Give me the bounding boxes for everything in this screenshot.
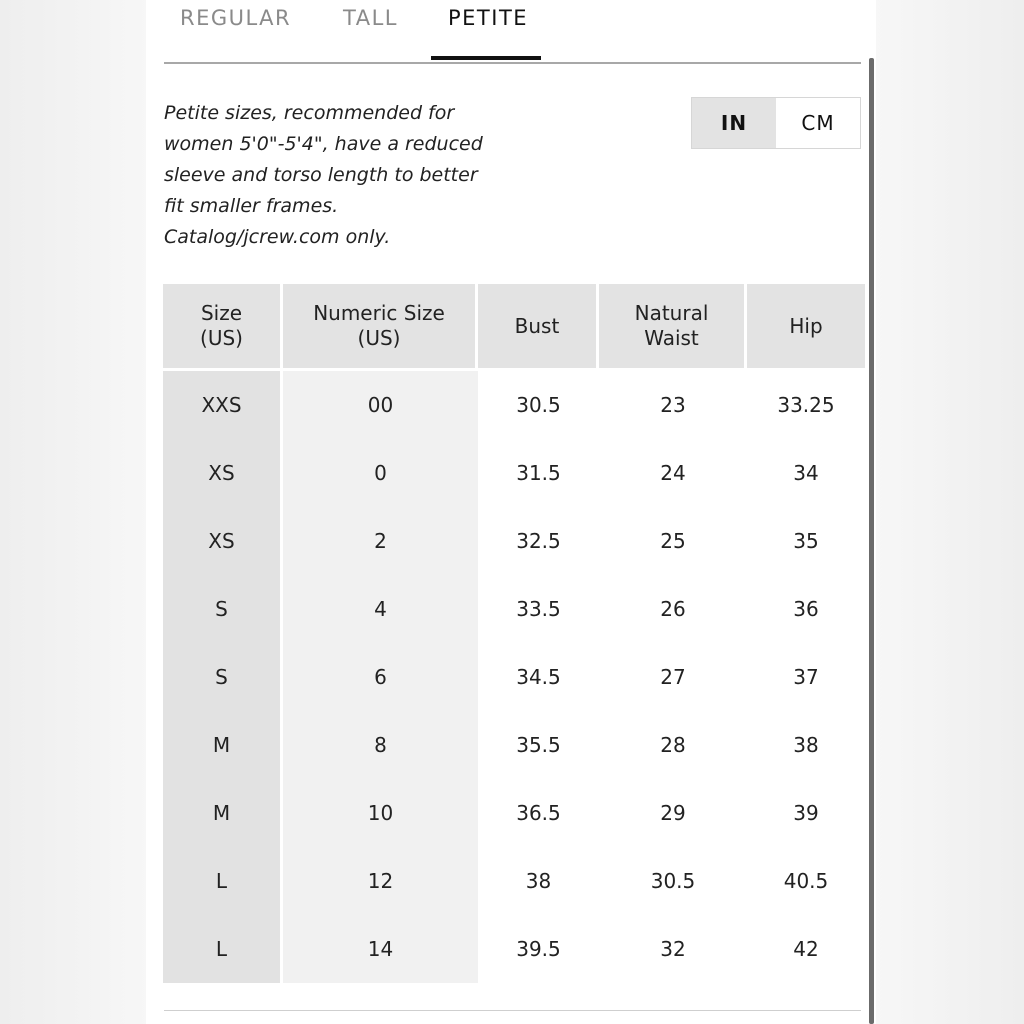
description-line: women 5'0"-5'4", have a reduced [164, 133, 483, 155]
cell-numeric-size: 10 [283, 779, 478, 847]
cell-size: S [163, 643, 283, 711]
cell-numeric-size: 2 [283, 507, 478, 575]
cell-waist: 27 [599, 643, 747, 711]
cell-waist: 24 [599, 439, 747, 507]
unit-toggle [691, 97, 861, 149]
cell-size: L [163, 847, 283, 915]
cell-hip: 35 [747, 507, 865, 575]
cell-waist: 30.5 [599, 847, 747, 915]
table-row [163, 371, 865, 439]
cell-hip: 38 [747, 711, 865, 779]
table-row [163, 847, 865, 915]
cell-numeric-size: 8 [283, 711, 478, 779]
unit-cm-button[interactable]: CM [776, 98, 860, 148]
table-body [163, 371, 865, 983]
header-size [163, 284, 283, 371]
tab-tall[interactable]: TALL [343, 6, 398, 30]
table-row [163, 575, 865, 643]
cell-size: XXS [163, 371, 283, 439]
cell-bust: 35.5 [478, 711, 599, 779]
cell-bust: 32.5 [478, 507, 599, 575]
scrollbar[interactable] [869, 58, 874, 1024]
description-line: sleeve and torso length to better [164, 164, 478, 186]
description-line: Petite sizes, recommended for [164, 102, 455, 124]
table-row [163, 711, 865, 779]
petite-description [164, 98, 504, 253]
unit-in-button[interactable]: IN [692, 98, 776, 148]
table-row [163, 915, 865, 983]
cell-waist: 25 [599, 507, 747, 575]
cell-bust: 36.5 [478, 779, 599, 847]
table-row [163, 779, 865, 847]
header-natural-waist [599, 284, 747, 371]
cell-numeric-size: 12 [283, 847, 478, 915]
cell-bust: 30.5 [478, 371, 599, 439]
active-tab-indicator [431, 56, 541, 60]
cell-size: M [163, 711, 283, 779]
header-label: Hip [789, 313, 823, 338]
header-bust [478, 284, 599, 371]
cell-size: L [163, 915, 283, 983]
header-label: (US) [200, 326, 243, 350]
cell-hip: 42 [747, 915, 865, 983]
cell-hip: 40.5 [747, 847, 865, 915]
cell-hip: 36 [747, 575, 865, 643]
cell-hip: 33.25 [747, 371, 865, 439]
cell-numeric-size: 00 [283, 371, 478, 439]
bottom-divider [164, 1010, 861, 1011]
table-row [163, 643, 865, 711]
header-label: Size [200, 301, 243, 325]
cell-hip: 37 [747, 643, 865, 711]
cell-size: M [163, 779, 283, 847]
cell-size: S [163, 575, 283, 643]
cell-bust: 31.5 [478, 439, 599, 507]
cell-bust: 38 [478, 847, 599, 915]
cell-bust: 39.5 [478, 915, 599, 983]
header-numeric-size [283, 284, 478, 371]
cell-waist: 28 [599, 711, 747, 779]
cell-numeric-size: 0 [283, 439, 478, 507]
header-label: Bust [514, 313, 560, 338]
tab-petite[interactable]: PETITE [448, 6, 529, 30]
cell-hip: 34 [747, 439, 865, 507]
table-row [163, 507, 865, 575]
background-left [0, 0, 150, 1024]
cell-numeric-size: 14 [283, 915, 478, 983]
cell-size: XS [163, 439, 283, 507]
cell-waist: 32 [599, 915, 747, 983]
background-right [874, 0, 1024, 1024]
cell-size: XS [163, 507, 283, 575]
cell-numeric-size: 6 [283, 643, 478, 711]
fit-tabs [164, 0, 861, 64]
tab-regular[interactable]: REGULAR [180, 6, 292, 30]
header-label: Natural [634, 301, 709, 325]
cell-bust: 34.5 [478, 643, 599, 711]
size-chart-table [163, 284, 865, 983]
table-header-row [163, 284, 865, 371]
description-line: Catalog/jcrew.com only. [164, 226, 391, 248]
table-row [163, 439, 865, 507]
cell-waist: 26 [599, 575, 747, 643]
cell-waist: 23 [599, 371, 747, 439]
cell-waist: 29 [599, 779, 747, 847]
header-label: (US) [357, 326, 401, 350]
header-hip [747, 284, 865, 371]
cell-bust: 33.5 [478, 575, 599, 643]
cell-hip: 39 [747, 779, 865, 847]
header-label: Waist [644, 326, 699, 350]
description-line: fit smaller frames. [164, 195, 339, 217]
header-label: Numeric Size [313, 301, 445, 325]
cell-numeric-size: 4 [283, 575, 478, 643]
